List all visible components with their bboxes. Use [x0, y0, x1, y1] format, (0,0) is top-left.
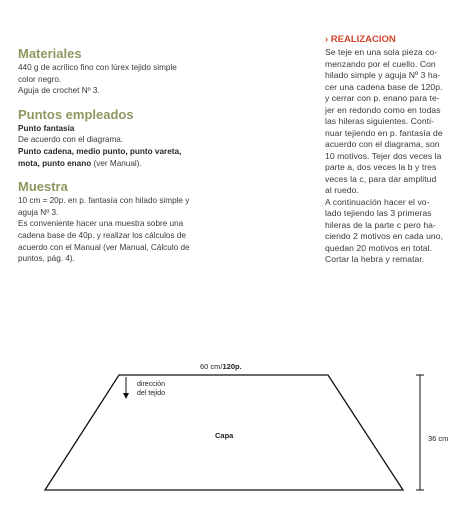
realizacion-line: ciendo 2 motivos en cada uno,: [325, 231, 444, 241]
top-width-stitches: 120p.: [222, 362, 242, 371]
piece-name-label: Capa: [215, 431, 234, 440]
realizacion-line: hilado simple y aguja Nº 3 ha-: [325, 70, 441, 80]
puntos-heading: Puntos empleados: [18, 106, 134, 122]
realizacion-line: 10 motivos. Tejer dos veces la: [325, 150, 442, 161]
realizacion-line: lado tejiendo las 3 primeras: [325, 208, 432, 218]
muestra-line6: puntos, pág. 4).: [18, 254, 75, 264]
materiales-line2: color negro.: [18, 74, 62, 84]
muestra-line2: aguja Nº 3.: [18, 207, 59, 217]
schematic-svg: [0, 350, 475, 526]
materiales-line1: 440 g de acrílico fino con lúrex tejido simple: [18, 63, 177, 72]
realizacion-line: acuerdo con el diagrama, son: [325, 139, 440, 149]
realizacion-line: Cortar la hebra y rematar.: [325, 254, 425, 264]
direction-label-1: dirección: [137, 381, 166, 388]
realizacion-line: jer en redondo como en todas: [325, 104, 441, 115]
schematic-diagram: [0, 350, 475, 526]
realizacion-heading: › REALIZACION: [325, 34, 396, 45]
materiales-line3: Aguja de crochet Nº 3.: [18, 86, 100, 96]
right-column: [325, 34, 471, 266]
muestra-heading: Muestra: [18, 179, 68, 195]
punto-fantasia-text: De acuerdo con el diagrama.: [18, 135, 124, 145]
realizacion-line: hileras de la parte c pero ha-: [325, 219, 436, 230]
realizacion-line: y cerrar con p. enano para te-: [325, 93, 440, 103]
materiales-heading: Materiales: [18, 46, 82, 61]
top-width-label: [200, 362, 242, 371]
puntos-list-2-suffix: (ver Manual).: [91, 158, 142, 168]
height-label: 36 cm: [428, 434, 449, 443]
realizacion-line: veces la c, para dar amplitud: [325, 173, 437, 184]
punto-fantasia-label: Punto fantasía: [18, 123, 75, 133]
direction-label-2: del tejido: [137, 390, 166, 397]
muestra-line5: acuerdo con el Manual (ver Manual, Cálculo de: [18, 242, 190, 252]
realizacion-line: quedan 20 motivos en total.: [325, 242, 432, 253]
direction-arrow-head: [123, 393, 129, 399]
realizacion-line: parte a, dos veces la b y tres: [325, 162, 437, 172]
puntos-list-2: [18, 158, 308, 170]
realizacion-line: nuar tejiendo en p. fantasía de: [325, 127, 443, 138]
left-column: [18, 46, 308, 265]
realizacion-line: menzando por el cuello. Con: [325, 58, 436, 69]
realizacion-line: cer una cadena base de 120p.: [325, 81, 443, 92]
realizacion-line: al ruedo.: [325, 185, 359, 195]
realizacion-line: A continuación hacer el vo-: [325, 196, 430, 207]
muestra-line1: 10 cm = 20p. en p. fantasía con hilado simple y: [18, 196, 190, 206]
realizacion-line: las hileras siguientes. Conti-: [325, 116, 434, 126]
realizacion-line: Se teje en una sola pieza co-: [325, 47, 438, 57]
muestra-line3: Es conveniente hacer una muestra sobre una: [18, 219, 184, 229]
puntos-list-2-bold: mota, punto enano: [18, 158, 92, 168]
top-width-cm: 60 cm/: [200, 362, 223, 371]
muestra-line4: cadena base de 40p. y realizar los cálculos de: [18, 230, 186, 240]
puntos-list-1: Punto cadena, medio punto, punto vareta,: [18, 146, 182, 156]
